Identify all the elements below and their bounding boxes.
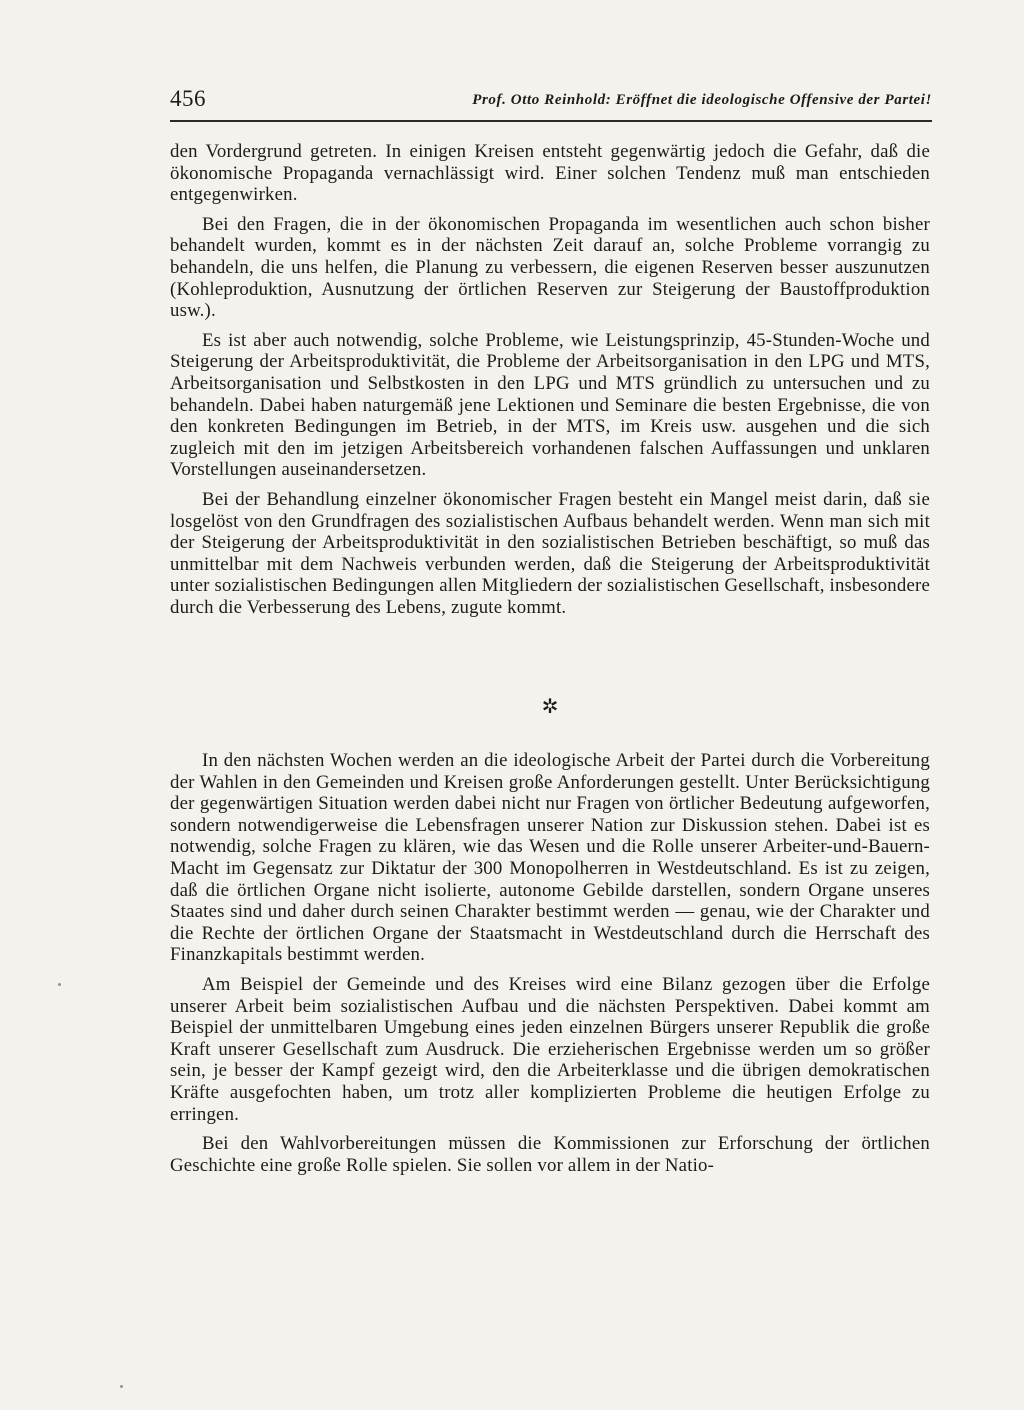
paragraph: Am Beispiel der Gemeinde und des Kreises wird eine Bilanz gezogen über die Erfolge unserer Arbeit beim sozialistischen Aufbau und die nächsten Perspektiven. Dabei kommt am Beispiel der unmittelbaren Umgebung eines jeden einzelnen Bürgers unserer Republik die große Kraft unserer Gesellschaft zum Ausdruck. Die erzieherischen Ergebnisse werden um so größer sein, je besser der Kampf gezeigt wird, den die Arbeiterklasse und die übrigen demokratischen Kräfte ausgefochten haben, um trotz aller komplizierten Probleme die heutigen Erfolge zu erringen. [170,973,930,1125]
paragraph: In den nächsten Wochen werden an die ideologische Arbeit der Partei durch die Vorbereitung der Wahlen in den Gemeinden und Kreisen große Anforderungen gestellt. Unter Berücksichtigung der gegenwärtigen Situation werden dabei nicht nur Fragen von örtlicher Bedeutung aufgeworfen, sondern notwendigerweise die Lebensfragen unserer Nation zur Diskussion stehen. Dabei ist es notwendig, solche Fragen zu klären, wie das Wesen und die Rolle unserer Arbeiter-und-Bauern-Macht im Gegensatz zur Diktatur der 300 Monopolherren in Westdeutschland. Es ist zu zeigen, daß die örtlichen Organe nicht isolierte, autonome Gebilde darstellen, sondern Organe unseres Staates sind und daher durch seinen Charakter bestimmt werden — genau, wie der Charakter und die Rechte der örtlichen Organe der Staatsmacht in Westdeutschland durch die Herrschaft des Finanzkapitals bestimmt werden. [170,750,930,966]
section-divider-ornament: ✲ [541,694,559,718]
paper-speck [58,983,61,986]
page-number: 456 [170,86,206,111]
running-head: Prof. Otto Reinhold: Eröffnet die ideologische Offensive der Partei! [472,92,932,108]
paragraph: Bei der Behandlung einzelner ökonomischer Fragen besteht ein Mangel meist darin, daß sie losgelöst von den Grundfragen des sozialistischen Aufbaus behandelt werden. Wenn man sich mit der Steigerung der Arbeitsproduktivität in den sozialistischen Betrieben beschäftigt, so muß das unmittelbar mit dem Nachweis verbunden werden, daß die Steigerung der Arbeitsproduktivität unter sozialistischen Bedingungen allen Mitgliedern der sozialistischen Gesellschaft, insbesondere durch die Verbesserung des Lebens, zugute kommt. [170,488,930,618]
section-after-divider [170,750,930,1176]
body-text [170,141,930,1176]
paragraph: den Vordergrund getreten. In einigen Kreisen entsteht gegenwärtig jedoch die Gefahr, daß die ökonomische Propaganda vernachlässigt wird. Einer solchen Tendenz muß man entschieden entgegenwirken. [170,141,930,206]
paragraph: Bei den Wahlvorbereitungen müssen die Kommissionen zur Erforschung der örtlichen Geschichte eine große Rolle spielen. Sie sollen vor allem in der Natio- [170,1133,930,1176]
page-header [170,86,932,122]
paragraph: Bei den Fragen, die in der ökonomischen Propaganda im wesentlichen auch schon bisher behandelt wurden, kommt es in der nächsten Zeit darauf an, solche Probleme vorrangig zu behandeln, die uns helfen, die Planung zu verbessern, die eigenen Reserven besser auszunutzen (Kohleproduktion, Ausnutzung der örtlichen Reserven zur Steigerung der Baustoffproduktion usw.). [170,213,930,322]
paper-speck [120,1385,123,1388]
paragraph: Es ist aber auch notwendig, solche Probleme, wie Leistungsprinzip, 45-Stunden-Woche und Steigerung der Arbeitsproduktivität, die Probleme der Arbeitsorganisation in den LPG und MTS, Arbeitsorganisation und Selbstkosten in den LPG und MTS gründlich zu untersuchen und zu behandeln. Dabei haben naturgemäß jene Lektionen und Seminare die besten Ergebnisse, die von den konkreten Bedingungen im Betrieb, in der MTS, im Kreis usw. ausgehen und die sich zugleich mit den im jetzigen Arbeitsbereich vorhandenen falschen Auffassungen und unklaren Vorstellungen auseinandersetzen. [170,329,930,481]
